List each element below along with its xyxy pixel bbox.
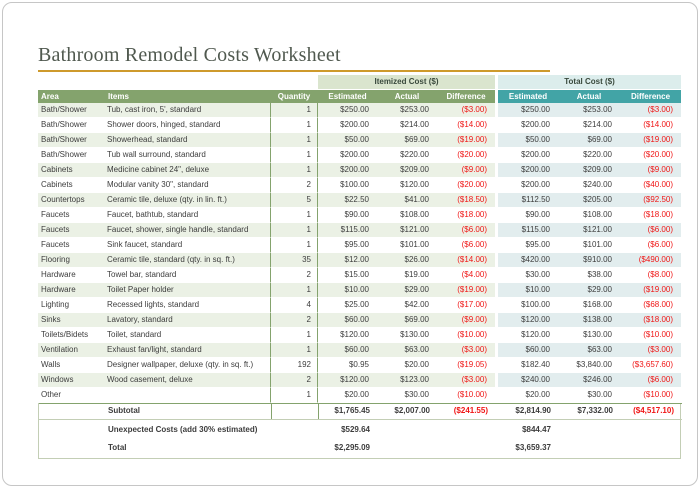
cell-empty — [39, 440, 106, 458]
table-row — [38, 298, 681, 313]
cell-area: Ventilation — [38, 343, 105, 358]
cell-qty: 1 — [270, 163, 318, 178]
table-row — [38, 103, 681, 118]
cell-t_act: $63.00 — [558, 343, 620, 358]
column-header-total-difference: Difference — [620, 90, 681, 103]
cell-t_est: $60.00 — [498, 343, 558, 358]
table-row — [38, 193, 681, 208]
cell-area: Faucets — [38, 223, 105, 238]
cell-i_est: $115.00 — [318, 223, 377, 238]
cell-items: Tub wall surround, standard — [105, 148, 270, 163]
cell-items — [105, 388, 270, 403]
cell-area: Other — [38, 388, 105, 403]
cell-area: Walls — [38, 358, 105, 373]
cell-i_act: $42.00 — [377, 298, 437, 313]
cell-i_diff: ($4.00) — [437, 268, 495, 283]
table-row — [38, 358, 681, 373]
cell-i_diff: ($19.00) — [437, 133, 495, 148]
cell-items: Exhaust fan/light, standard — [105, 343, 270, 358]
cell-items: Ceramic tile, standard (qty. in sq. ft.) — [105, 253, 270, 268]
cell-qty: 2 — [270, 268, 318, 283]
cell-t_est: $115.00 — [498, 223, 558, 238]
cell-i_est: $0.95 — [318, 358, 377, 373]
cell-empty — [39, 404, 106, 419]
table-row — [38, 223, 681, 238]
cell-t_est: $200.00 — [498, 178, 558, 193]
cell-i_act: $69.00 — [377, 313, 437, 328]
cell-i_act: $108.00 — [377, 208, 437, 223]
subtotal-label: Subtotal — [108, 406, 140, 415]
cell-i_diff: ($20.00) — [437, 178, 495, 193]
cell-qty: 1 — [270, 103, 318, 118]
cell-i_diff: ($6.00) — [437, 238, 495, 253]
cell-t_act: $205.00 — [558, 193, 620, 208]
table-row — [38, 328, 681, 343]
cell-qty: 1 — [270, 328, 318, 343]
cell-t_est: $240.00 — [498, 373, 558, 388]
cell-t_est: $112.50 — [498, 193, 558, 208]
table-row — [38, 373, 681, 388]
cell-i_act: $214.00 — [377, 118, 437, 133]
cell-t_est: $120.00 — [498, 313, 558, 328]
table-row — [38, 148, 681, 163]
cell-area: Cabinets — [38, 163, 105, 178]
cell-t_est: $10.00 — [498, 283, 558, 298]
subtotal-itemized-actual: $2,007.00 — [394, 406, 430, 415]
cell-t_diff: ($6.00) — [620, 223, 681, 238]
cell-items: Toilet Paper holder — [105, 283, 270, 298]
cell-t_diff: ($8.00) — [620, 268, 681, 283]
cell-t_est: $90.00 — [498, 208, 558, 223]
cell-area: Cabinets — [38, 178, 105, 193]
cell-t_est: $200.00 — [498, 148, 558, 163]
cell-t_diff: ($68.00) — [620, 298, 681, 313]
cell-empty — [271, 404, 319, 419]
cell-i_diff: ($3.00) — [437, 373, 495, 388]
cell-empty — [378, 420, 438, 440]
cell-t_act: $121.00 — [558, 223, 620, 238]
cell-t_est: $100.00 — [498, 298, 558, 313]
cell-t_act: $253.00 — [558, 103, 620, 118]
cell-items: Sink faucet, standard — [105, 238, 270, 253]
cell-i_act: $253.00 — [377, 103, 437, 118]
cell-i_est: $50.00 — [318, 133, 377, 148]
cell-t_diff: ($10.00) — [620, 388, 681, 403]
cell-t_act: $69.00 — [558, 133, 620, 148]
cell-t_diff: ($14.00) — [620, 118, 681, 133]
cell-empty — [39, 420, 106, 440]
cell-t_act: $3,840.00 — [558, 358, 620, 373]
cell-t_diff: ($40.00) — [620, 178, 681, 193]
grand-total-itemized-estimated: $2,295.09 — [334, 443, 370, 452]
subtotal-total-actual: $7,332.00 — [577, 406, 613, 415]
table-row — [38, 253, 681, 268]
subtotal-row — [39, 403, 682, 420]
cell-i_act: $120.00 — [377, 178, 437, 193]
cell-items: Lavatory, standard — [105, 313, 270, 328]
cell-area: Sinks — [38, 313, 105, 328]
cell-area: Hardware — [38, 283, 105, 298]
cell-items: Tub, cast iron, 5', standard — [105, 103, 270, 118]
subtotal-itemized-estimated: $1,765.45 — [334, 406, 370, 415]
grand-total-label: Total — [108, 443, 127, 452]
cell-items: Showerhead, standard — [105, 133, 270, 148]
cell-t_diff: ($490.00) — [620, 253, 681, 268]
cell-qty: 1 — [270, 148, 318, 163]
cell-i_act: $123.00 — [377, 373, 437, 388]
cell-t_est: $20.00 — [498, 388, 558, 403]
summary-section — [38, 403, 681, 459]
grand-total-row — [39, 440, 682, 458]
subtotal-itemized-difference: ($241.55) — [453, 406, 488, 415]
cell-t_act: $214.00 — [558, 118, 620, 133]
column-header-total-estimated: Estimated — [498, 90, 558, 103]
cell-i_diff: ($10.00) — [437, 328, 495, 343]
column-header-quantity: Quantity — [270, 90, 318, 103]
cell-t_diff: ($92.50) — [620, 193, 681, 208]
cell-t_diff: ($19.00) — [620, 283, 681, 298]
cell-i_act: $26.00 — [377, 253, 437, 268]
cell-t_act: $168.00 — [558, 298, 620, 313]
cell-area: Faucets — [38, 208, 105, 223]
table-row — [38, 118, 681, 133]
cell-t_diff: ($20.00) — [620, 148, 681, 163]
cell-t_act: $220.00 — [558, 148, 620, 163]
cell-items: Designer wallpaper, deluxe (qty. in sq. ft.) — [105, 358, 270, 373]
subtotal-total-difference: ($4,517.10) — [633, 406, 674, 415]
cell-qty: 1 — [270, 343, 318, 358]
cell-t_act: $910.00 — [558, 253, 620, 268]
column-header-area: Area — [38, 90, 105, 103]
table-row — [38, 238, 681, 253]
table-body — [38, 103, 682, 403]
group-header-row — [38, 75, 681, 89]
cell-t_est: $50.00 — [498, 133, 558, 148]
cell-empty — [438, 420, 496, 440]
cell-i_act: $130.00 — [377, 328, 437, 343]
cell-i_act: $69.00 — [377, 133, 437, 148]
cell-i_diff: ($18.50) — [437, 193, 495, 208]
unexpected-total-estimated: $844.47 — [522, 425, 551, 434]
cell-i_act: $101.00 — [377, 238, 437, 253]
cell-items: Shower doors, hinged, standard — [105, 118, 270, 133]
cell-t_diff: ($3.00) — [620, 103, 681, 118]
cell-qty: 192 — [270, 358, 318, 373]
cell-i_diff: ($14.00) — [437, 253, 495, 268]
cell-qty: 2 — [270, 373, 318, 388]
cell-i_est: $20.00 — [318, 388, 377, 403]
cell-t_diff: ($9.00) — [620, 163, 681, 178]
cell-i_act: $29.00 — [377, 283, 437, 298]
cell-t_act: $246.00 — [558, 373, 620, 388]
cell-t_est: $182.40 — [498, 358, 558, 373]
cell-area: Hardware — [38, 268, 105, 283]
cell-i_est: $200.00 — [318, 163, 377, 178]
title-underline — [38, 70, 550, 72]
cell-i_diff: ($9.00) — [437, 163, 495, 178]
cell-area: Lighting — [38, 298, 105, 313]
cell-i_diff: ($14.00) — [437, 118, 495, 133]
cell-area: Toilets/Bidets — [38, 328, 105, 343]
cell-i_est: $60.00 — [318, 343, 377, 358]
cell-t_act: $209.00 — [558, 163, 620, 178]
cell-area: Countertops — [38, 193, 105, 208]
unexpected-costs-label: Unexpected Costs (add 30% estimated) — [108, 425, 258, 434]
cell-i_est: $120.00 — [318, 328, 377, 343]
cell-t_diff: ($6.00) — [620, 238, 681, 253]
cell-t_act: $101.00 — [558, 238, 620, 253]
cell-t_diff: ($18.00) — [620, 313, 681, 328]
cell-i_act: $220.00 — [377, 148, 437, 163]
cell-items: Recessed lights, standard — [105, 298, 270, 313]
cell-empty — [438, 440, 496, 458]
cell-qty: 5 — [270, 193, 318, 208]
cell-t_est: $420.00 — [498, 253, 558, 268]
cell-qty: 1 — [270, 208, 318, 223]
cell-area: Faucets — [38, 238, 105, 253]
column-header-row — [38, 90, 681, 103]
cell-qty: 1 — [270, 388, 318, 403]
cell-empty — [621, 420, 682, 440]
cell-i_est: $200.00 — [318, 118, 377, 133]
cell-items: Towel bar, standard — [105, 268, 270, 283]
table-row — [38, 178, 681, 193]
cell-t_act: $130.00 — [558, 328, 620, 343]
cell-i_est: $12.00 — [318, 253, 377, 268]
cell-area: Bath/Shower — [38, 148, 105, 163]
cell-empty — [559, 440, 621, 458]
itemized-cost-group-header: Itemized Cost ($) — [318, 75, 495, 89]
column-header-itemized-estimated: Estimated — [318, 90, 377, 103]
cell-i_diff: ($19.00) — [437, 283, 495, 298]
cell-items: Faucet, shower, single handle, standard — [105, 223, 270, 238]
cell-empty — [621, 440, 682, 458]
cell-area: Flooring — [38, 253, 105, 268]
cell-i_act: $30.00 — [377, 388, 437, 403]
cell-t_act: $29.00 — [558, 283, 620, 298]
cell-t_est: $120.00 — [498, 328, 558, 343]
cell-i_act: $41.00 — [377, 193, 437, 208]
cell-items: Medicine cabinet 24", deluxe — [105, 163, 270, 178]
unexpected-itemized-estimated: $529.64 — [341, 425, 370, 434]
cell-i_diff: ($20.00) — [437, 148, 495, 163]
cell-area: Bath/Shower — [38, 118, 105, 133]
cell-t_est: $200.00 — [498, 163, 558, 178]
cell-qty: 35 — [270, 253, 318, 268]
cell-i_est: $15.00 — [318, 268, 377, 283]
worksheet — [38, 44, 682, 459]
table-row — [38, 133, 681, 148]
cell-qty: 1 — [270, 238, 318, 253]
cell-qty: 1 — [270, 133, 318, 148]
cell-qty: 2 — [270, 178, 318, 193]
cell-items: Ceramic tile, deluxe (qty. in lin. ft.) — [105, 193, 270, 208]
cell-t_act: $108.00 — [558, 208, 620, 223]
cell-t_est: $30.00 — [498, 268, 558, 283]
cell-i_est: $200.00 — [318, 148, 377, 163]
cell-i_diff: ($3.00) — [437, 103, 495, 118]
cell-items: Wood casement, deluxe — [105, 373, 270, 388]
cell-i_act: $20.00 — [377, 358, 437, 373]
cell-i_est: $22.50 — [318, 193, 377, 208]
cell-t_act: $30.00 — [558, 388, 620, 403]
cell-i_diff: ($18.00) — [437, 208, 495, 223]
cell-i_est: $120.00 — [318, 373, 377, 388]
cell-qty: 1 — [270, 118, 318, 133]
cell-qty: 1 — [270, 223, 318, 238]
column-header-items: Items — [105, 90, 270, 103]
table-row — [38, 268, 681, 283]
cell-i_act: $209.00 — [377, 163, 437, 178]
table-row — [38, 313, 681, 328]
cell-qty: 1 — [270, 283, 318, 298]
cell-i_est: $90.00 — [318, 208, 377, 223]
cell-i_act: $19.00 — [377, 268, 437, 283]
cell-i_est: $10.00 — [318, 283, 377, 298]
subtotal-total-estimated: $2,814.90 — [515, 406, 551, 415]
cell-area: Bath/Shower — [38, 103, 105, 118]
cell-empty — [378, 440, 438, 458]
cell-items: Toilet, standard — [105, 328, 270, 343]
cell-qty: 2 — [270, 313, 318, 328]
cell-i_diff: ($17.00) — [437, 298, 495, 313]
cell-qty: 4 — [270, 298, 318, 313]
cell-t_act: $38.00 — [558, 268, 620, 283]
cell-i_est: $25.00 — [318, 298, 377, 313]
cell-items: Faucet, bathtub, standard — [105, 208, 270, 223]
cell-t_diff: ($19.00) — [620, 133, 681, 148]
table-row — [38, 343, 681, 358]
column-header-itemized-difference: Difference — [437, 90, 495, 103]
table-row — [38, 163, 681, 178]
cell-area: Windows — [38, 373, 105, 388]
total-cost-group-header: Total Cost ($) — [498, 75, 681, 89]
cell-i_act: $121.00 — [377, 223, 437, 238]
cell-i_est: $95.00 — [318, 238, 377, 253]
cell-area: Bath/Shower — [38, 133, 105, 148]
grand-total-total-estimated: $3,659.37 — [515, 443, 551, 452]
cell-t_diff: ($18.00) — [620, 208, 681, 223]
cell-items: Modular vanity 30", standard — [105, 178, 270, 193]
cell-t_diff: ($6.00) — [620, 373, 681, 388]
column-header-itemized-actual: Actual — [377, 90, 437, 103]
cell-t_diff: ($10.00) — [620, 328, 681, 343]
cell-i_est: $250.00 — [318, 103, 377, 118]
cell-i_diff: ($10.00) — [437, 388, 495, 403]
cell-t_est: $95.00 — [498, 238, 558, 253]
cell-i_diff: ($6.00) — [437, 223, 495, 238]
cell-t_diff: ($3.00) — [620, 343, 681, 358]
cell-t_diff: ($3,657.60) — [620, 358, 681, 373]
column-header-total-actual: Actual — [558, 90, 620, 103]
cell-empty — [559, 420, 621, 440]
cell-t_est: $250.00 — [498, 103, 558, 118]
cell-t_act: $240.00 — [558, 178, 620, 193]
cell-t_act: $138.00 — [558, 313, 620, 328]
page-title: Bathroom Remodel Costs Worksheet — [38, 44, 341, 66]
cell-i_est: $60.00 — [318, 313, 377, 328]
cell-i_diff: ($3.00) — [437, 343, 495, 358]
unexpected-costs-row — [39, 420, 682, 440]
table-row — [38, 208, 681, 223]
cell-i_diff: ($19.05) — [437, 358, 495, 373]
cell-i_est: $100.00 — [318, 178, 377, 193]
cell-t_est: $200.00 — [498, 118, 558, 133]
cell-i_act: $63.00 — [377, 343, 437, 358]
table-row — [38, 388, 681, 403]
cell-i_diff: ($9.00) — [437, 313, 495, 328]
table-row — [38, 283, 681, 298]
